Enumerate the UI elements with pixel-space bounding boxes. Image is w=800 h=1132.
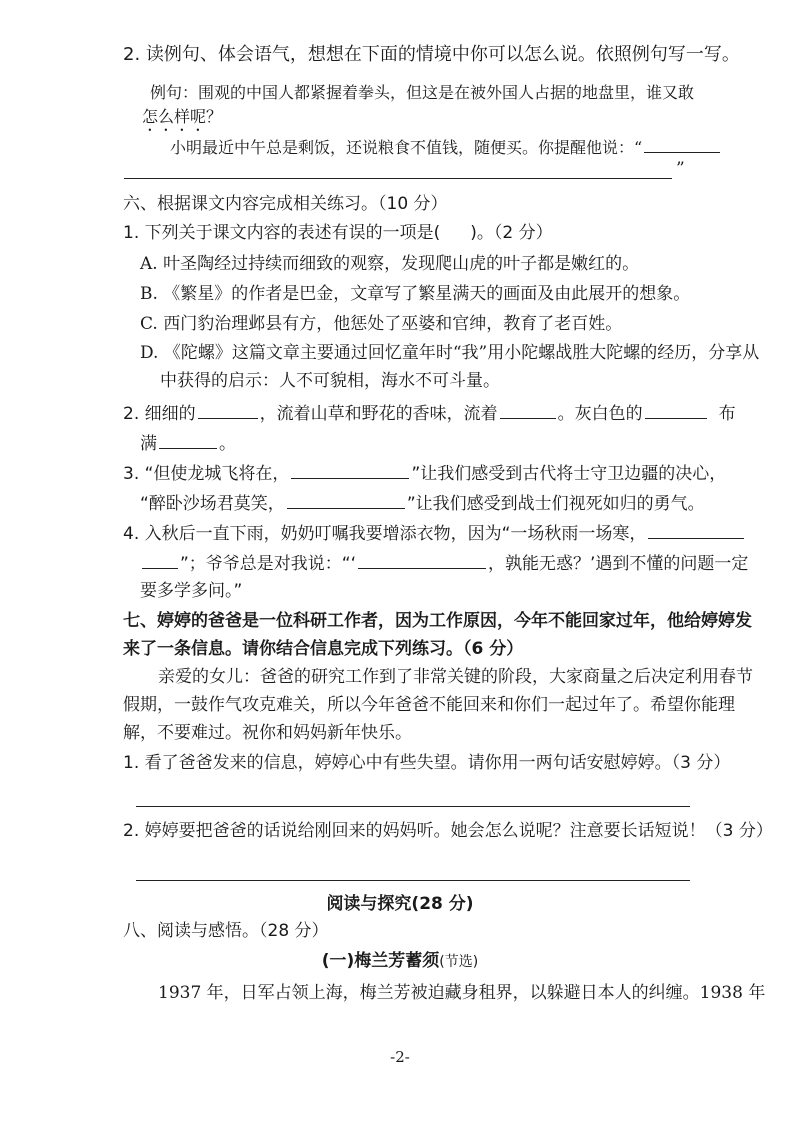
q2-example-line2-text: 怎么样呢？ (142, 107, 223, 126)
s6-q4-line2 (140, 550, 748, 575)
s6-q2-blank1[interactable] (198, 400, 258, 419)
s6-q2-line2 (140, 430, 236, 455)
s6-q3-line2 (140, 490, 705, 515)
q2-task-line (170, 134, 722, 159)
s6-q1-option-b: B. 《繁星》的作者是巴金，文章写了繁星满天的画面及由此展开的想象。 (140, 284, 691, 304)
s6-q3-blank2[interactable] (287, 490, 405, 509)
reading-part-title: 阅读与探究(28 分) (326, 894, 474, 914)
s6-q2-blank3[interactable] (645, 400, 707, 419)
s7-q2-answer-line[interactable] (136, 880, 690, 881)
s6-q1-option-d-line2: 中获得的启示：人不可貌相，海水不可斗量。 (160, 371, 500, 391)
s6-q1-stem-b: )。（2 分） (470, 223, 553, 243)
s6-q2-p1: 2. 细细的 (123, 404, 196, 424)
s6-q2-p2: ，流着山草和野花的香味，流着 (259, 404, 498, 424)
s7-q1: 1. 看了爸爸发来的信息，婷婷心中有些失望。请你用一两句话安慰婷婷。（3 分） (123, 753, 731, 773)
q2-example-line2 (142, 106, 222, 135)
s7-q2: 2. 婷婷要把爸爸的话说给刚回来的妈妈听。她会怎么说呢？注意要长话短说！（3 分） (123, 821, 773, 841)
s6-q2-blank2[interactable] (500, 400, 556, 419)
section7-heading-line2: 来了一条信息。请你结合信息完成下列练习。（6 分） (123, 639, 524, 659)
q2-task-text: 小明最近中午总是剩饭，还说粮食不值钱，随便买。你提醒他说：“ (170, 138, 643, 157)
s6-q4-blank1[interactable] (648, 520, 744, 539)
article-body-line1: 1937 年，日军占领上海，梅兰芳被迫藏身租界，以躲避日本人的纠缠。1938 年 (158, 983, 766, 1003)
s6-q2-line1 (123, 400, 736, 425)
s6-q3-l1a: 3. “但使龙城飞将在， (123, 464, 290, 484)
s6-q2-p5: 满 (140, 434, 157, 454)
section7-heading-line1: 七、婷婷的爸爸是一位科研工作者，因为工作原因，今年不能回家过年，他给婷婷发 (123, 611, 752, 631)
s6-q1-option-d-line1: D. 《陀螺》这篇文章主要通过回忆童年时“我”用小陀螺战胜大陀螺的经历，分享从 (140, 343, 760, 363)
article-title: (一)梅兰芳蓄须 (321, 951, 440, 971)
s6-q2-p4: 布 (718, 404, 736, 424)
q2-answer-blank[interactable] (644, 134, 720, 153)
s6-q4-l1: 4. 入秋后一直下雨，奶奶叮嘱我要增添衣物，因为“一场秋雨一场寒， (123, 524, 647, 544)
s7-q1-answer-line[interactable] (136, 806, 690, 807)
q2-heading: 2. 读例句、体会语气，想想在下面的情境中你可以怎么说。依照例句写一写。 (123, 44, 740, 65)
s7-message-line3: 解，不要难过。祝你和妈妈新年快乐。 (123, 723, 412, 743)
q2-close-quote: ” (676, 159, 685, 179)
section8-heading: 八、阅读与感悟。（28 分） (123, 921, 329, 941)
s6-q3-blank1[interactable] (291, 460, 409, 479)
q2-example-line1: 例句：围观的中国人都紧握着拳头，但这是在被外国人占据的地盘里，谁又敢 (150, 83, 695, 102)
s6-q2-p6: 。 (219, 434, 236, 454)
s7-message-line1: 亲爱的女儿：爸爸的研究工作到了非常关键的阶段，大家商量之后决定利用春节 (158, 667, 753, 687)
s6-q1-option-a: A. 叶圣陶经过持续而细致的观察，发现爬山虎的叶子都是嫩红的。 (140, 254, 640, 274)
q2-answer-line[interactable] (124, 178, 672, 179)
s6-q4-l2a: ”；爷爷总是对我说：“‘ (180, 554, 357, 574)
s6-q3-line1 (123, 460, 726, 485)
article-note: (节选) (439, 954, 479, 970)
section6-heading: 六、根据课文内容完成相关练习。（10 分） (123, 194, 448, 214)
s6-q4-line3: 要多学多问。” (140, 581, 243, 601)
s6-q1-stem-a: 1. 下列关于课文内容的表述有误的一项是( (123, 223, 441, 243)
s6-q4-blank1-cont[interactable] (142, 550, 178, 569)
s6-q4-line1 (123, 520, 746, 545)
s6-q3-l2b: ”让我们感受到战士们视死如归的勇气。 (406, 494, 705, 514)
s6-q1-option-c: C. 西门豹治理邺县有方，他惩处了巫婆和官绅，教育了老百姓。 (140, 314, 623, 334)
s6-q4-blank2[interactable] (358, 550, 486, 569)
s6-q3-l1b: ”让我们感受到古代将士守卫边疆的决心， (411, 464, 727, 484)
s6-q2-blank4[interactable] (159, 430, 217, 449)
article-title-line (0, 950, 800, 973)
s6-q3-l2a: “醉卧沙场君莫笑， (140, 494, 285, 514)
s6-q4-l2b: ，孰能无惑？’遇到不懂的问题一定 (488, 554, 749, 574)
s7-message-line2: 假期，一鼓作气攻克难关，所以今年爸爸不能回来和你们一起过年了。希望你能理 (123, 695, 735, 715)
page-number: -2- (390, 1048, 410, 1066)
s6-q2-p3: 。灰白色的 (557, 404, 643, 424)
s6-q1-stem (123, 222, 553, 244)
